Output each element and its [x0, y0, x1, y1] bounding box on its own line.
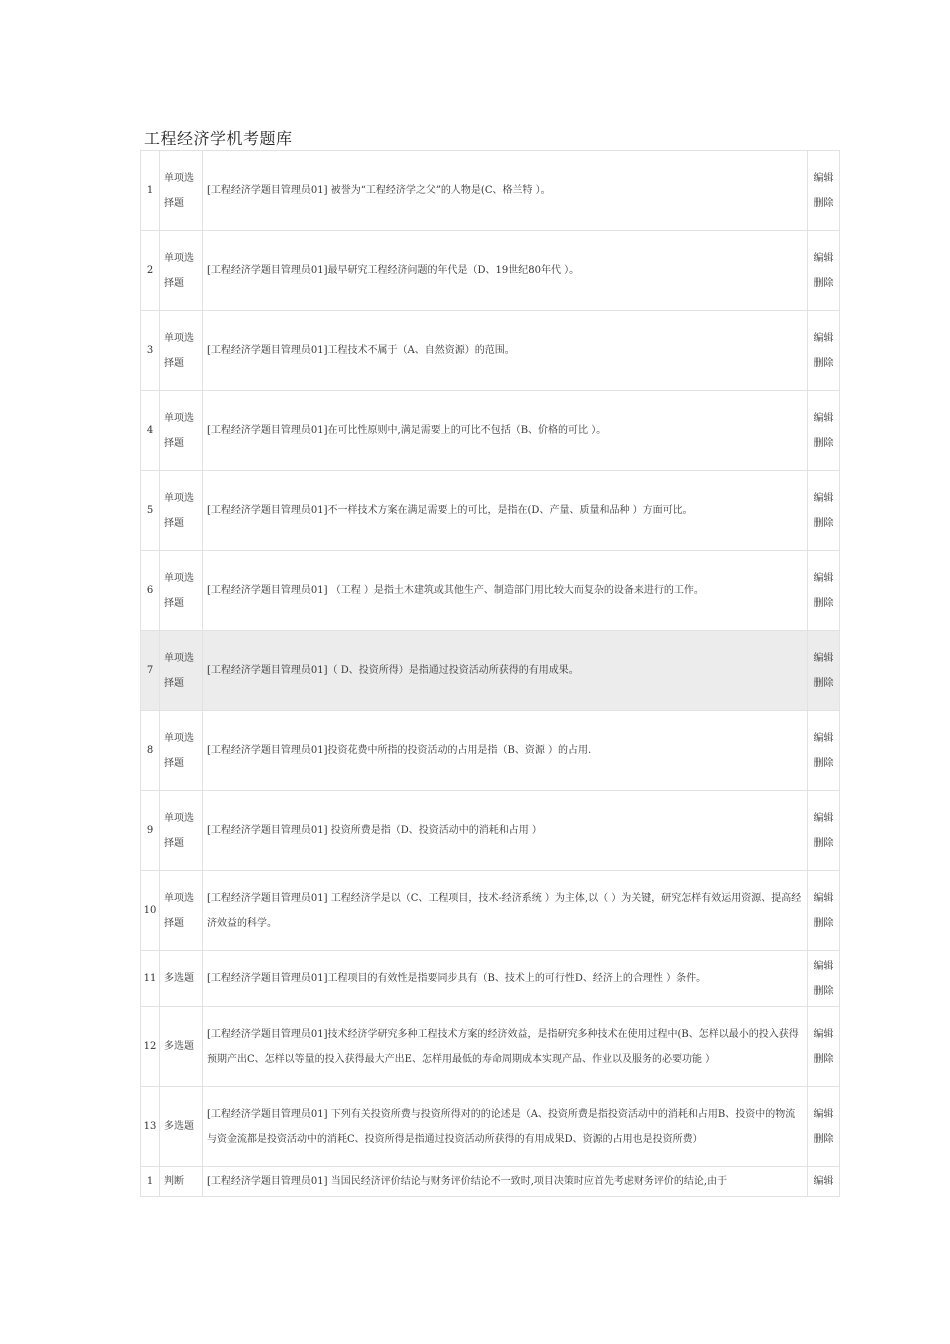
table-row — [141, 711, 840, 791]
question-text: [工程经济学题目管理员01] 投资所费是指（D、投资活动中的消耗和占用 ） — [203, 791, 808, 871]
table-row — [141, 951, 840, 1007]
question-type: 单项选择题 — [160, 551, 203, 631]
edit-link[interactable]: 编辑 — [813, 492, 834, 504]
edit-link[interactable]: 编辑 — [813, 732, 834, 744]
row-number: 2 — [141, 231, 160, 311]
edit-link[interactable]: 编辑 — [813, 252, 834, 264]
table-row — [141, 631, 840, 711]
delete-link[interactable]: 删除 — [813, 757, 834, 769]
question-type: 判断 — [160, 1167, 203, 1197]
table-row — [141, 151, 840, 231]
table-row — [141, 1167, 840, 1197]
question-text: [工程经济学题目管理员01]在可比性原则中,满足需要上的可比不包括（B、价格的可比 ）。 — [203, 391, 808, 471]
edit-link[interactable]: 编辑 — [813, 812, 834, 824]
question-text: [工程经济学题目管理员01] （工程 ）是指土木建筑或其他生产、制造部门用比较大而复杂的设备来进行的工作。 — [203, 551, 808, 631]
page-title: 工程经济学机考题库 — [144, 129, 293, 148]
edit-link[interactable]: 编辑 — [813, 172, 834, 184]
question-text: [工程经济学题目管理员01] 下列有关投资所费与投资所得对的的论述是（A、投资所费是指投资活动中的消耗和占用B、投资中的物流与资金流都是投资活动中的消耗C、投资所得是指通过投资活动所获得的有用成果D、资源的占用也是投资所费） — [203, 1087, 808, 1167]
question-table — [140, 150, 840, 1197]
row-number: 6 — [141, 551, 160, 631]
actions-cell — [808, 1087, 840, 1167]
delete-link[interactable]: 删除 — [813, 517, 834, 529]
table-row — [141, 231, 840, 311]
edit-link[interactable]: 编辑 — [813, 572, 834, 584]
table-row — [141, 311, 840, 391]
delete-link[interactable]: 删除 — [813, 357, 834, 369]
delete-link[interactable]: 删除 — [813, 197, 834, 209]
table-row — [141, 791, 840, 871]
question-type: 多选题 — [160, 951, 203, 1007]
question-type: 多选题 — [160, 1087, 203, 1167]
delete-link[interactable]: 删除 — [813, 917, 834, 929]
actions-cell — [808, 951, 840, 1007]
question-type: 单项选择题 — [160, 311, 203, 391]
question-text: [工程经济学题目管理员01]技术经济学研究多种工程技术方案的经济效益，是指研究多种技术在使用过程中(B、怎样以最小的投入获得预期产出C、怎样以等量的投入获得最大产出E、怎样用最低的寿命周期成本实现产品、作业以及服务的必要功能 ） — [203, 1007, 808, 1087]
question-type: 单项选择题 — [160, 871, 203, 951]
table-row — [141, 471, 840, 551]
row-number: 4 — [141, 391, 160, 471]
delete-link[interactable]: 删除 — [813, 677, 834, 689]
actions-cell — [808, 1167, 840, 1197]
delete-link[interactable]: 删除 — [813, 597, 834, 609]
row-number: 8 — [141, 711, 160, 791]
table-row — [141, 391, 840, 471]
edit-link[interactable]: 编辑 — [813, 960, 834, 972]
question-type: 单项选择题 — [160, 231, 203, 311]
question-text: [工程经济学题目管理员01] 工程经济学是以（C、工程项目，技术-经济系统 ）为主体,以（ ）为关键，研究怎样有效运用资源、提高经济效益的科学。 — [203, 871, 808, 951]
delete-link[interactable]: 删除 — [813, 437, 834, 449]
delete-link[interactable]: 删除 — [813, 277, 834, 289]
row-number: 13 — [141, 1087, 160, 1167]
row-number: 1 — [141, 1167, 160, 1197]
row-number: 7 — [141, 631, 160, 711]
table-row — [141, 551, 840, 631]
question-type: 单项选择题 — [160, 791, 203, 871]
actions-cell — [808, 391, 840, 471]
actions-cell — [808, 791, 840, 871]
delete-link[interactable]: 删除 — [813, 1133, 834, 1145]
question-type: 单项选择题 — [160, 471, 203, 551]
question-text: [工程经济学题目管理员01]工程技术不属于（A、自然资源）的范围。 — [203, 311, 808, 391]
row-number: 12 — [141, 1007, 160, 1087]
question-text: [工程经济学题目管理员01]最早研究工程经济问题的年代是（D、19世纪80年代 ）。 — [203, 231, 808, 311]
edit-link[interactable]: 编辑 — [813, 332, 834, 344]
actions-cell — [808, 151, 840, 231]
question-type: 多选题 — [160, 1007, 203, 1087]
question-text: [工程经济学题目管理员01]工程项目的有效性是指要同步具有（B、技术上的可行性D、经济上的合理性 ）条件。 — [203, 951, 808, 1007]
delete-link[interactable]: 删除 — [813, 985, 834, 997]
table-row — [141, 1007, 840, 1087]
delete-link[interactable]: 删除 — [813, 1053, 834, 1065]
question-text: [工程经济学题目管理员01]（ D、投资所得）是指通过投资活动所获得的有用成果。 — [203, 631, 808, 711]
actions-cell — [808, 231, 840, 311]
question-text: [工程经济学题目管理员01] 当国民经济评价结论与财务评价结论不一致时,项目决策时应首先考虑财务评价的结论,由于 — [203, 1167, 808, 1197]
question-type: 单项选择题 — [160, 391, 203, 471]
actions-cell — [808, 631, 840, 711]
row-number: 5 — [141, 471, 160, 551]
table-row — [141, 871, 840, 951]
row-number: 11 — [141, 951, 160, 1007]
actions-cell — [808, 311, 840, 391]
actions-cell — [808, 471, 840, 551]
question-text: [工程经济学题目管理员01]投资花费中所指的投资活动的占用是指（B、资源 ）的占用. — [203, 711, 808, 791]
edit-link[interactable]: 编辑 — [813, 892, 834, 904]
question-type: 单项选择题 — [160, 151, 203, 231]
row-number: 3 — [141, 311, 160, 391]
table-row — [141, 1087, 840, 1167]
row-number: 10 — [141, 871, 160, 951]
edit-link[interactable]: 编辑 — [813, 1108, 834, 1120]
row-number: 9 — [141, 791, 160, 871]
actions-cell — [808, 871, 840, 951]
edit-link[interactable]: 编辑 — [813, 412, 834, 424]
actions-cell — [808, 1007, 840, 1087]
edit-link[interactable]: 编辑 — [813, 1028, 834, 1040]
actions-cell — [808, 711, 840, 791]
delete-link[interactable]: 删除 — [813, 837, 834, 849]
question-type: 单项选择题 — [160, 711, 203, 791]
row-number: 1 — [141, 151, 160, 231]
edit-link[interactable]: 编辑 — [813, 652, 834, 664]
edit-link[interactable]: 编辑 — [813, 1176, 834, 1187]
question-text: [工程经济学题目管理员01]不一样技术方案在满足需要上的可比，是指在(D、产量、质量和品种 ）方面可比。 — [203, 471, 808, 551]
question-type: 单项选择题 — [160, 631, 203, 711]
question-text: [工程经济学题目管理员01] 被誉为“工程经济学之父”的人物是(C、格兰特 ）。 — [203, 151, 808, 231]
actions-cell — [808, 551, 840, 631]
